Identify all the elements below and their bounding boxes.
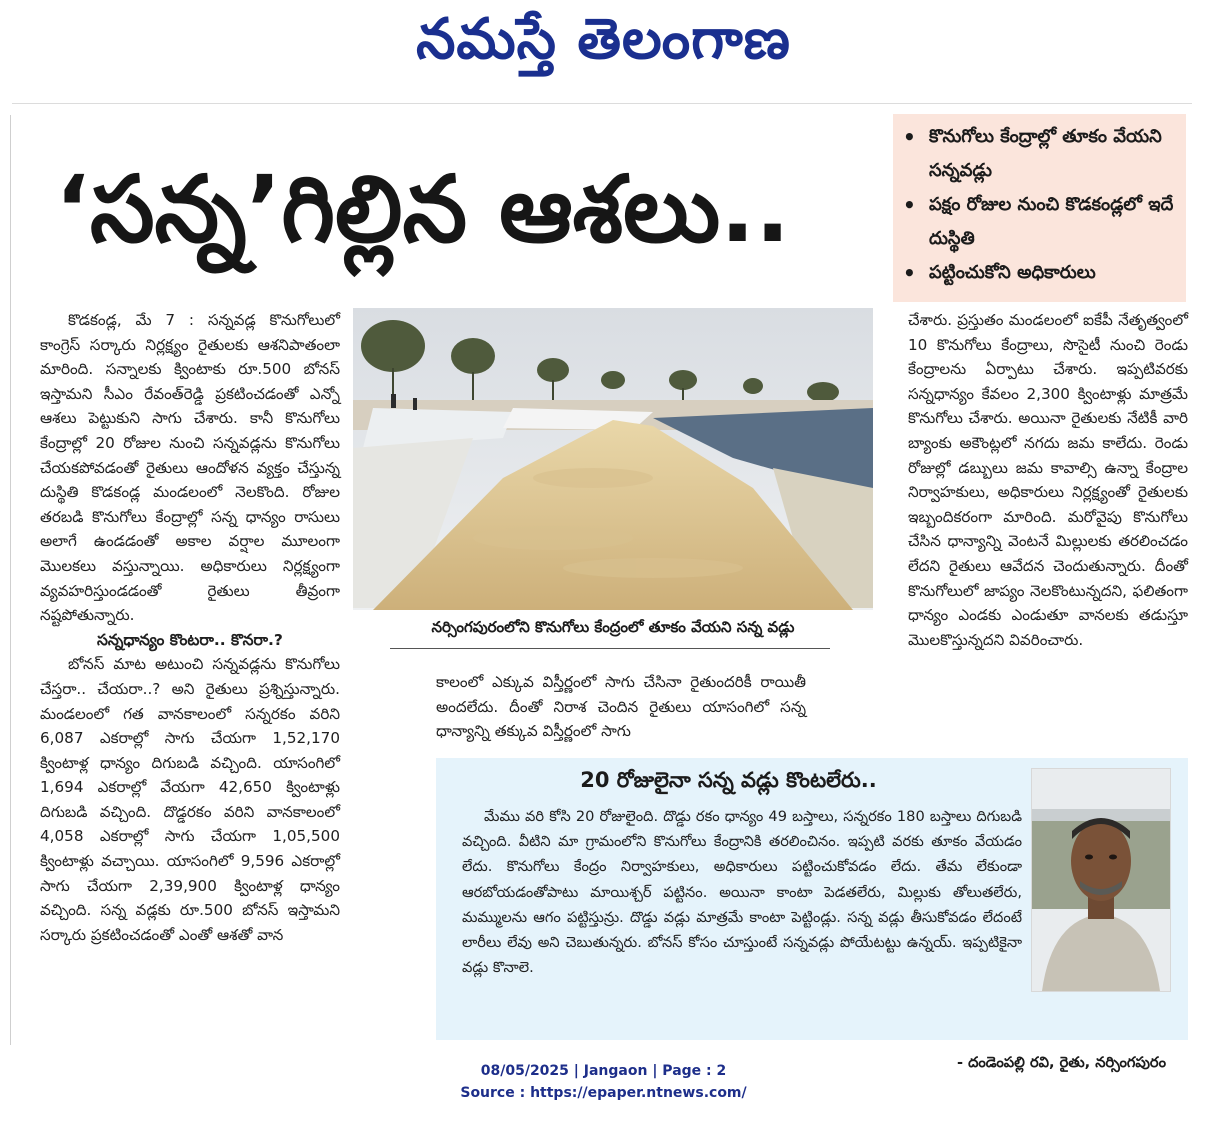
page-footer xyxy=(0,1060,1207,1104)
highlight-text: పక్షం రోజుల నుంచి కొడకండ్లలో ఇదే దుస్థితి xyxy=(929,194,1174,249)
highlight-item xyxy=(903,188,1180,256)
article-column-3 xyxy=(908,308,1188,652)
article-subhead: సన్నధాన్యం కొంటరా.. కొనరా.? xyxy=(97,630,283,649)
bullet-icon: • xyxy=(903,125,916,149)
quote-title: 20 రోజులైనా సన్న వడ్లు కొంటలేరు.. xyxy=(580,768,877,792)
bullet-icon: • xyxy=(903,193,916,217)
article-column-1 xyxy=(40,308,340,947)
news-photo xyxy=(353,308,873,610)
highlight-text: కొనుగోలు కేంద్రాల్లో తూకం వేయని సన్నవడ్లు xyxy=(929,126,1162,181)
edition-info: 08/05/2025 | Jangaon | Page : 2 xyxy=(480,1063,727,1079)
body-paragraph: చేశారు. ప్రస్తుతం మండలంలో ఐకేపీ నేతృత్వంలో 10 కొనుగోలు కేంద్రాలు, సొసైటీ నుంచి రెండు కేంద్రాలను ఏర్పాటు చేశారు. ఇప్పటివరకు సన్నధాన్యం కేవలం 2,300 క్వింటాళ్లు మాత్రమే కొనుగోలు చేశారు. అయినా రైతులకు నేటికీ వారి బ్యాంకు అకౌంట్లలో నగదు జమ కాలేదు. రెండు రోజుల్లో డబ్బులు జమ కావాల్సి ఉన్నా కేంద్రాల నిర్వాహకులు, అధికారులు నిర్లక్ష్యంతో రైతులకు ఇబ్బందికరంగా మారింది. మరోవైపు కొనుగోలు చేసిన ధాన్యాన్ని వెంటనే మిల్లులకు తరలించడం లేదని రైతులు ఆవేదన చెందుతున్నారు. దీంతో కొనుగోలులో జాప్యం నెలకొంటున్నదని, ఫలితంగా ధాన్యం ఎండకు ఎండుతూ వానలకు తడుస్తూ మొలకొస్తున్నదని వివరించారు. xyxy=(908,311,1188,649)
highlight-text: పట్టించుకోని అధికారులు xyxy=(929,262,1096,283)
highlights-box xyxy=(893,114,1186,302)
quote-signature: - దండెంపల్లి రవి, రైతు, నర్సింగపురం xyxy=(956,1054,1166,1071)
quote-body xyxy=(462,804,1022,980)
paddy-heap-photo xyxy=(353,308,873,610)
article-headline: ‘సన్న’గిల్లిన ఆశలు.. xyxy=(55,156,791,263)
highlight-item xyxy=(903,120,1180,188)
caption-divider xyxy=(390,648,830,649)
quote-paragraph: మేము వరి కోసి 20 రోజులైంది. దొడ్డు రకం ధాన్యం 49 బస్తాలు, సన్నరకం 180 బస్తాలు దిగుబడి వచ్చింది. వీటిని మా గ్రామంలోని కొనుగోలు కేంద్రానికి తరలించినం. ఇప్పటి వరకు తూకం వేయడం లేదు. కొనుగోలు కేంద్రం నిర్వాహకులు, అధికారులు పట్టించుకోవడం లేదు. తేమ లేకుండా ఆరబోయడంతోపాటు మాయిశ్చర్ పట్టినం. అయినా కాంటా పెడతలేరు, మిల్లుకు తోలుతలేరు, మమ్ములను ఆగం పట్టిస్తున్రు. దొడ్డు వడ్లు మాత్రమే కాంటా పెట్టిండ్లు. సన్న వడ్లు తీసుకోవడం లేదంటే లారీలు లేవు అని చెబుతున్నరు. బోనస్ కోసం చూస్తుంటే సన్నవడ్లు పోయేటట్టు ఉన్నయ్. ఇప్పటికైనా వడ్లు కొనాలె. xyxy=(462,808,1022,977)
farmer-portrait xyxy=(1031,768,1171,992)
body-paragraph: కొడకండ్ల, మే 7 : సన్నవడ్ల కొనుగోలులో కాంగ్రెస్ సర్కారు నిర్లక్ష్యం రైతులకు ఆశనిపాతంలా మారింది. సన్నాలకు క్వింటాకు రూ.500 బోనస్ ఇస్తామని సీఎం రేవంత్‌రెడ్డి ప్రకటించడంతో ఎన్నో ఆశలు పెట్టుకుని సాగు చేశారు. కానీ కొనుగోలు కేంద్రాల్లో 20 రోజుల నుంచి సన్నవడ్లను కొనుగోలు చేయకపోవడంతో రైతులు ఆందోళన వ్యక్తం చేస్తున్న దుస్థితి కొడకండ్ల మండలంలో నెలకొంది. రోజుల తరబడి కొనుగోలు కేంద్రాల్లో సన్న ధాన్యం రాసులు అలాగే ఉండడంతో అకాల వర్షాల మూలంగా మొలకలు వస్తున్నాయి. అధికారులు నిర్లక్ష్యంగా వ్యవహరిస్తుండడంతో రైతులు తీవ్రంగా నష్టపోతున్నారు. xyxy=(40,311,340,625)
body-paragraph: కాలంలో ఎక్కువ విస్తీర్ణంలో సాగు చేసినా రైతుందరికీ రాయితీ అందలేదు. దీంతో నిరాశ చెందిన రైతులు యాసంగిలో సన్న ధాన్యాన్ని తక్కువ విస్తీర్ణంలో సాగు xyxy=(436,673,806,741)
newspaper-logo: నమస్తే తెలంగాణ xyxy=(416,6,791,72)
photo-caption: నర్సింగపురంలోని కొనుగోలు కేంద్రంలో తూకం వేయని సన్న వడ్లు xyxy=(431,618,795,636)
source-link[interactable]: Source : https://epaper.ntnews.com/ xyxy=(460,1085,747,1101)
page-left-border xyxy=(10,115,11,1045)
highlight-item xyxy=(903,256,1180,290)
bullet-icon: • xyxy=(903,261,916,285)
masthead-divider xyxy=(12,103,1192,104)
farmer-portrait-image xyxy=(1032,769,1170,991)
masthead xyxy=(0,0,1207,100)
body-paragraph: బోనస్ మాట అటుంచి సన్నవడ్లను కొనుగోలు చేస్తరా.. చేయరా..? అని రైతులు ప్రశ్నిస్తున్నారు. మండలంలో గత వానకాలంలో సన్నరకం వరిని 6,087 ఎకరాల్లో సాగు చేయగా 1,52,170 క్వింటాళ్ల ధాన్యం దిగుబడి వచ్చింది. యాసంగిలో 1,694 ఎకరాల్లో వేయగా 42,650 క్వింటాళ్లు దిగుబడి వచ్చింది. దొడ్డరకం వరిని వానకాలంలో 4,058 ఎకరాల్లో సాగు చేయగా 1,05,500 క్వింటాళ్లు వచ్చాయి. యాసంగిలో 9,596 ఎకరాల్లో సాగు చేయగా 2,39,900 క్వింటాళ్ల ధాన్యం వచ్చింది. సన్న వడ్లకు రూ.500 బోనస్ ఇస్తామని సర్కారు ప్రకటించడంతో ఎంతో ఆశతో వాన xyxy=(40,655,340,944)
article-column-2 xyxy=(436,670,806,744)
